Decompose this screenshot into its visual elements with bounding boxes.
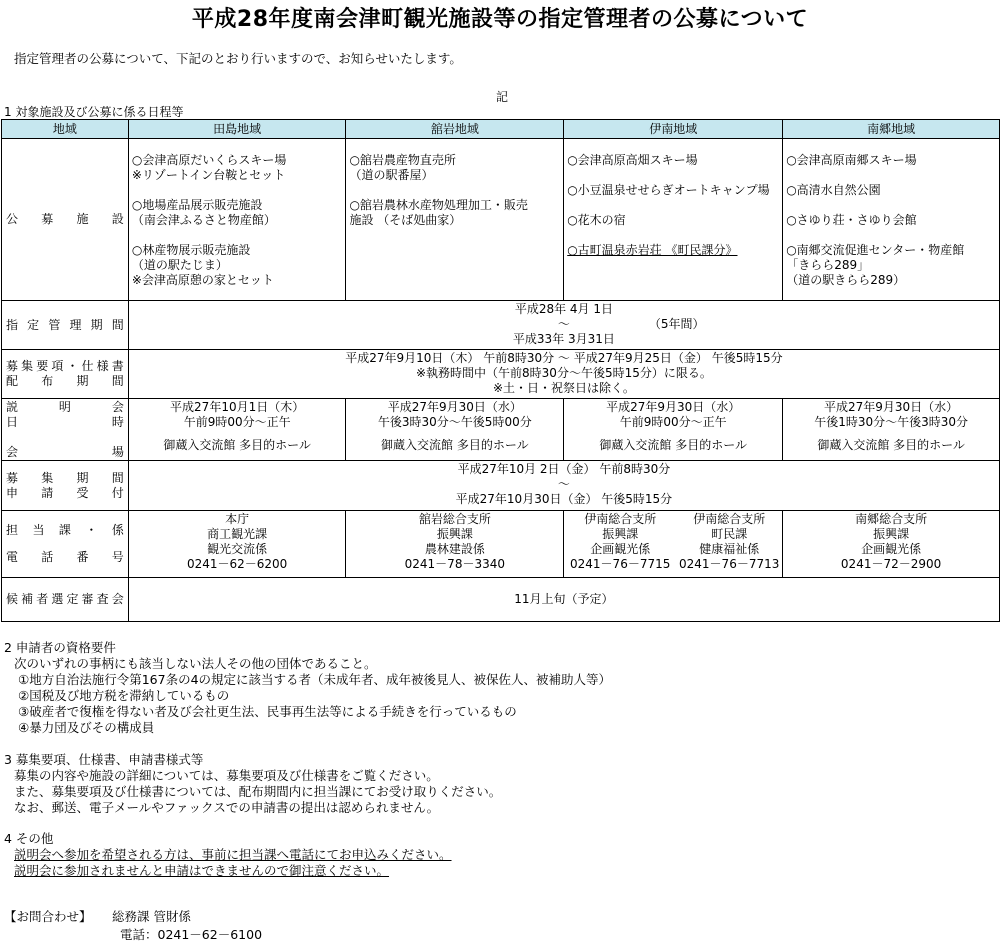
label-char: 間 (111, 317, 124, 332)
contact-ina (564, 511, 783, 578)
label-char: 理 (69, 317, 82, 332)
label-char: 定 (27, 317, 40, 332)
label-char: 募 (41, 212, 54, 226)
application-label2 (2, 486, 128, 501)
list-item: ○舘岩農産物直売所 (349, 153, 456, 167)
header-row (2, 120, 1000, 139)
review-label-cell (2, 578, 129, 622)
list-item: 舘岩総合支所 (418, 512, 491, 526)
spacer (132, 228, 343, 243)
briefing-date: 平成27年9月30日（水） (824, 400, 959, 414)
spacer (786, 168, 996, 183)
section3 (4, 752, 501, 816)
label-char: 期 (76, 374, 89, 388)
distribution-label1 (2, 359, 128, 374)
briefing-date: 平成27年9月30日（水） (606, 400, 741, 414)
contact-row (2, 511, 1000, 578)
label-char: 番 (76, 550, 89, 564)
contact-label2 (2, 550, 128, 565)
label-char: 課 (58, 523, 71, 537)
period-middle (129, 317, 999, 332)
briefing-venue: 御蔵入交流館 多目的ホール (817, 438, 965, 452)
section4-line: 説明会に参加されませんと申請はできませんので御注意ください。 (14, 863, 390, 878)
list-item: 南郷総合支所 (855, 512, 928, 526)
label-char: 間 (111, 374, 124, 388)
label-char: 募 (6, 359, 19, 373)
briefing-time: 午後3時30分～午後5時00分 (377, 415, 532, 429)
spacer (349, 183, 560, 198)
list-item: （南会津ふるさと物産館） (131, 213, 276, 227)
period-tilde: ～ (557, 317, 570, 331)
application-label1 (2, 471, 128, 486)
section4-heading: 4 その他 (4, 831, 54, 846)
distribution-value (128, 350, 999, 399)
facilities-tajima (128, 139, 346, 301)
label-char: 候 (6, 592, 19, 606)
contact-tajima (128, 511, 346, 578)
spacer (786, 198, 996, 213)
section2 (4, 640, 611, 736)
label-char: 電 (6, 550, 19, 564)
section2-line: ③破産者で復権を得ない者及び会社更生法、民事再生法等による手続きを行っているもの (18, 704, 517, 719)
section3-line: 募集の内容や施設の詳細については、募集要項及び仕様書をご覧ください。 (14, 768, 439, 783)
facilities-ina (564, 139, 783, 301)
spacer (567, 228, 779, 243)
application-tilde: ～ (557, 477, 570, 491)
label-char: 布 (41, 374, 54, 388)
label-char: 様 (96, 359, 109, 373)
distribution-label2 (2, 374, 128, 389)
briefing-label3 (2, 445, 128, 460)
review-label (2, 592, 128, 607)
list-item: （道の駅きらら289） (786, 273, 906, 287)
list-item: ○高清水自然公園 (786, 183, 881, 197)
facilities-row (2, 139, 1000, 301)
list-item: 0241－76－7715 (570, 557, 671, 571)
label-char: 受 (76, 485, 89, 500)
label-char: 請 (41, 485, 54, 500)
period-duration: （5年間） (648, 317, 705, 331)
list-item: 振興課 (436, 527, 473, 541)
label-char: 要 (36, 359, 49, 373)
section2-line: ①地方自治法施行令第167条の4の規定に該当する者（未成年者、成年被後見人、被保佐人、被補助人等） (18, 672, 612, 687)
distribution-line3: ※土・日・祝祭日は除く。 (493, 381, 635, 395)
period-label-cell (2, 301, 129, 350)
list-item: ○会津高原南郷スキー場 (786, 153, 917, 167)
section4 (4, 831, 452, 879)
label-char: 配 (6, 374, 19, 388)
list-item: 健康福祉係 (699, 542, 760, 556)
briefing-venue: 御蔵入交流館 多目的ホール (381, 438, 529, 452)
page-title: 平成28年度南会津町観光施設等の指定管理者の公募について (191, 7, 809, 32)
label-char: 期 (76, 470, 89, 485)
distribution-label-cell (2, 350, 129, 399)
label-char: 会 (111, 400, 124, 414)
spacer (567, 168, 779, 183)
label-char: 管 (48, 317, 61, 332)
section2-heading: 2 申請者の資格要件 (4, 640, 116, 655)
label-char: 号 (111, 550, 124, 564)
label-char: ・ (66, 359, 79, 373)
briefing-date: 平成27年10月1日（木） (170, 400, 305, 414)
list-item: 企画観光係 (861, 542, 922, 556)
header-nango: 南郷地域 (783, 120, 1000, 139)
list-item: 振興課 (602, 527, 639, 541)
label-char: 当 (32, 523, 45, 537)
period-row (2, 301, 1000, 350)
label-char: 項 (51, 359, 64, 373)
list-item: 商工観光課 (207, 527, 268, 541)
contact-tateiwa (346, 511, 564, 578)
distribution-line2: ※執務時間中（午前8時30分～午後5時15分）に限る。 (415, 366, 712, 380)
list-item: ○さゆり荘・さゆり会館 (786, 213, 917, 227)
header-region: 地域 (2, 120, 129, 139)
list-item: 施設 （そば処曲家） (349, 213, 462, 227)
label-char: 会 (111, 592, 124, 606)
section2-line: ②国税及び地方税を滞納しているもの (18, 688, 230, 703)
list-item: 町民課 (711, 527, 748, 541)
header-tateiwa: 舘岩地域 (346, 120, 564, 139)
application-label-cell (2, 461, 129, 511)
review-row (2, 578, 1000, 622)
distribution-line1: 平成27年9月10日（木） 午前8時30分 ～ 平成27年9月25日（金） 午後5時15分 (345, 351, 783, 365)
label-char: 間 (111, 470, 124, 485)
label-char: 申 (6, 485, 19, 500)
label-char: 選 (51, 592, 64, 606)
label-char: 期 (90, 317, 103, 332)
period-label (2, 318, 128, 333)
section3-line: なお、郵送、電子メールやファックスでの申請書の提出は認められません。 (14, 800, 440, 815)
application-row (2, 461, 1000, 511)
period-start: 平成28年 4月 1日 (514, 302, 613, 316)
section4-line: 説明会へ参加を希望される方は、事前に担当課へ電話にてお申込みください。 (14, 847, 452, 862)
briefing-venue: 御蔵入交流館 多目的ホール (599, 438, 747, 452)
inquiry-label: 【お問合わせ】 (4, 909, 92, 924)
list-item: ○会津高原高畑スキー場 (567, 153, 698, 167)
period-end: 平成33年 3月31日 (512, 332, 615, 346)
list-item: 伊南総合支所 (584, 512, 657, 526)
list-item: 「きらら289」 (786, 258, 870, 272)
application-value (128, 461, 999, 511)
list-item: ○地場産品展示販売施設 (131, 198, 263, 212)
briefing-label2 (2, 415, 128, 430)
facilities-label-cell (2, 139, 129, 301)
list-item: （道の駅番屋） (349, 168, 434, 182)
list-item: ○古町温泉赤岩荘 《町民課分》 (567, 243, 738, 257)
label-char: 時 (111, 415, 124, 429)
briefing-date: 平成27年9月30日（水） (387, 400, 522, 414)
briefing-time: 午後1時30分～午後3時30分 (814, 415, 968, 429)
label-char: 設 (111, 212, 124, 226)
period-value (128, 301, 999, 350)
review-value: 11月上旬（予定） (128, 578, 999, 622)
label-char: ・ (85, 523, 98, 537)
list-item: （道の駅たじま） (131, 258, 228, 272)
header-ina: 伊南地域 (564, 120, 783, 139)
briefing-tajima (128, 399, 346, 461)
label-char: 募 (6, 470, 19, 485)
label-char: 場 (111, 445, 124, 459)
list-item: ※リゾートイン台鞍とセット (131, 168, 286, 182)
section2-line: 次のいずれの事柄にも該当しない法人その他の団体であること。 (14, 656, 377, 671)
list-item: 本庁 (225, 512, 250, 526)
briefing-time: 午前9時00分～正午 (619, 415, 727, 429)
label-char: 審 (81, 592, 94, 606)
spacer (567, 198, 779, 213)
label-char: 集 (21, 359, 34, 373)
application-line1: 平成27年10月 2日（金） 午前8時30分 (457, 462, 671, 476)
list-item: ※会津高原憩の家とセット (131, 273, 274, 287)
label-char: 説 (6, 400, 19, 414)
contact-ina-b (676, 512, 782, 572)
label-char: 書 (111, 359, 124, 373)
briefing-time: 午前9時00分～正午 (183, 415, 291, 429)
list-item: 0241－72－2900 (840, 557, 942, 571)
briefing-nango (783, 399, 1000, 461)
label-char: 査 (96, 592, 109, 606)
distribution-row (2, 350, 1000, 399)
intro-text: 指定管理者の公募について、下記のとおり行いますので、お知らせいたします。 (14, 51, 462, 66)
list-item: 振興課 (873, 527, 910, 541)
schedule-table (1, 119, 1000, 622)
inquiry-dept: 総務課 管財係 (112, 909, 191, 924)
spacer (132, 183, 343, 198)
label-char: 係 (111, 523, 124, 537)
ki-mark: 記 (496, 90, 509, 104)
briefing-ina (564, 399, 783, 461)
label-char: 者 (36, 592, 49, 606)
spacer (786, 228, 996, 243)
section1-heading: 1 対象施設及び公募に係る日程等 (4, 105, 184, 119)
contact-label-cell (2, 511, 129, 578)
list-item: ○会津高原だいくらスキー場 (131, 153, 287, 167)
section2-line: ④暴力団及びその構成員 (18, 720, 155, 735)
section3-line: また、募集要項及び仕様書については、配布期間内に担当課にてお受け取りください。 (14, 784, 502, 799)
briefing-label1 (2, 400, 128, 415)
list-item: ○小豆温泉せせらぎオートキャンプ場 (567, 183, 770, 197)
inquiry-phone: 電話：0241－62－6100 (120, 927, 263, 942)
label-char: 集 (41, 470, 54, 485)
label-char: 施 (76, 212, 89, 226)
list-item: 0241－78－3340 (404, 557, 505, 571)
label-char: 担 (6, 523, 19, 537)
application-line2: 平成27年10月30日（金） 午後5時15分 (455, 492, 673, 506)
label-char: 日 (6, 415, 19, 429)
label-char: 付 (111, 485, 124, 500)
contact-ina-a (564, 512, 676, 572)
label-char: 公 (6, 212, 19, 226)
list-item: 農林建設係 (424, 542, 485, 556)
briefing-label-cell (2, 399, 129, 461)
list-item: 0241－76－7713 (679, 557, 780, 571)
list-item: ○花木の宿 (567, 213, 626, 227)
label-char: 定 (66, 592, 79, 606)
list-item: ○南郷交流促進センター・物産館 (786, 243, 965, 257)
list-item: ○舘岩農林水産物処理加工・販売 (349, 198, 528, 212)
briefing-tateiwa (346, 399, 564, 461)
list-item: 伊南総合支所 (693, 512, 766, 526)
label-char: 明 (58, 400, 71, 414)
header-tajima: 田島地域 (128, 120, 346, 139)
label-char: 補 (21, 592, 34, 606)
briefing-row (2, 399, 1000, 461)
list-item: 企画観光係 (590, 542, 651, 556)
list-item: 0241－62－6200 (186, 557, 288, 571)
label-char: 指 (6, 317, 19, 332)
facilities-nango (783, 139, 1000, 301)
facilities-label (2, 212, 128, 227)
label-char: 会 (6, 445, 19, 459)
contact-nango (783, 511, 1000, 578)
facilities-tateiwa (346, 139, 564, 301)
label-char: 仕 (81, 359, 94, 373)
list-item: ○林産物展示販売施設 (131, 243, 251, 257)
section3-heading: 3 募集要項、仕様書、申請書様式等 (4, 752, 204, 767)
briefing-venue: 御蔵入交流館 多目的ホール (163, 438, 311, 452)
contact-label1 (2, 523, 128, 538)
label-char: 話 (41, 550, 54, 564)
list-item: 観光交流係 (207, 542, 268, 556)
